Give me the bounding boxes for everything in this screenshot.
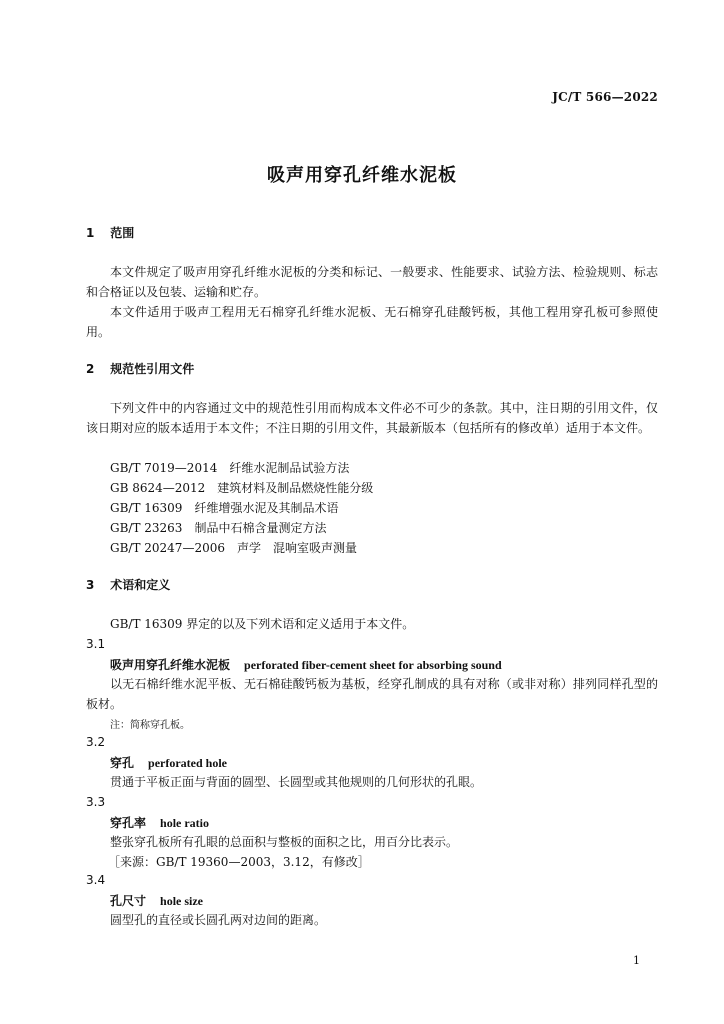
section-1-paragraph-2: 本文件适用于吸声工程用无石棉穿孔纤维水泥板、无石棉穿孔硅酸钙板，其他工程用穿孔板可参照使用。 — [86, 305, 658, 339]
term-source: ［来源：GB/T 19360—2003，3.12，有修改］ — [108, 855, 370, 869]
section-number: 1 — [86, 226, 95, 240]
section-2-heading — [86, 360, 194, 377]
section-1-paragraph-1: 本文件规定了吸声用穿孔纤维水泥板的分类和标记、一般要求、性能要求、试验方法、检验规则、标志和合格证以及包装、运输和贮存。 — [86, 265, 658, 299]
normative-reference: GB/T 23263 制品中石棉含量测定方法 — [110, 521, 327, 535]
section-3-heading — [86, 576, 170, 593]
section-title: 规范性引用文件 — [110, 362, 195, 376]
term-name-zh: 孔尺寸 — [110, 894, 147, 908]
document-title: 吸声用穿孔纤维水泥板 — [267, 165, 457, 186]
term-definition: 贯通于平板正面与背面的圆型、长圆型或其他规则的几何形状的孔眼。 — [110, 775, 483, 789]
term-name-en: hole ratio — [160, 816, 210, 830]
term-definition: 以无石棉纤维水泥平板、无石棉硅酸钙板为基板，经穿孔制成的具有对称（或非对称）排列同样孔型的板材。 — [86, 677, 658, 711]
normative-reference: GB 8624—2012 建筑材料及制品燃烧性能分级 — [110, 481, 374, 495]
section-3-paragraph-1: GB/T 16309 界定的以及下列术语和定义适用于本文件。 — [110, 617, 415, 631]
document-code: JC/T 566—2022 — [552, 90, 658, 104]
section-1-heading — [86, 224, 134, 241]
section-number: 2 — [86, 362, 95, 376]
term-name-zh: 穿孔率 — [110, 816, 147, 830]
term-name — [110, 892, 203, 909]
section-number: 3 — [86, 578, 95, 592]
term-name — [110, 754, 227, 771]
term-name-en: perforated fiber-cement sheet for absorbing sound — [244, 658, 502, 672]
page-number: 1 — [633, 954, 640, 967]
section-title: 术语和定义 — [110, 578, 171, 592]
term-definition: 整张穿孔板所有孔眼的总面积与整板的面积之比，用百分比表示。 — [110, 835, 459, 849]
term-name-en: perforated hole — [148, 756, 227, 770]
term-number: 3.2 — [86, 735, 106, 749]
term-name-en: hole size — [160, 894, 204, 908]
term-definition: 圆型孔的直径或长圆孔两对边间的距离。 — [110, 913, 327, 927]
normative-reference: GB/T 20247—2006 声学 混响室吸声测量 — [110, 541, 357, 555]
section-2-paragraph-1: 下列文件中的内容通过文中的规范性引用而构成本文件必不可少的条款。其中，注日期的引用文件，仅该日期对应的版本适用于本文件；不注日期的引用文件，其最新版本（包括所有的修改单）适用于本文件。 — [86, 401, 658, 435]
normative-reference: GB/T 7019—2014 纤维水泥制品试验方法 — [110, 461, 350, 475]
term-name — [110, 814, 209, 831]
normative-reference: GB/T 16309 纤维增强水泥及其制品术语 — [110, 501, 339, 515]
section-title: 范围 — [110, 226, 135, 240]
term-name-zh: 吸声用穿孔纤维水泥板 — [110, 658, 231, 672]
term-number: 3.1 — [86, 637, 106, 651]
term-name-zh: 穿孔 — [110, 756, 135, 770]
term-number: 3.4 — [86, 873, 106, 887]
term-note: 注：简称穿孔板。 — [110, 720, 190, 731]
term-name — [110, 656, 502, 673]
term-number: 3.3 — [86, 795, 106, 809]
